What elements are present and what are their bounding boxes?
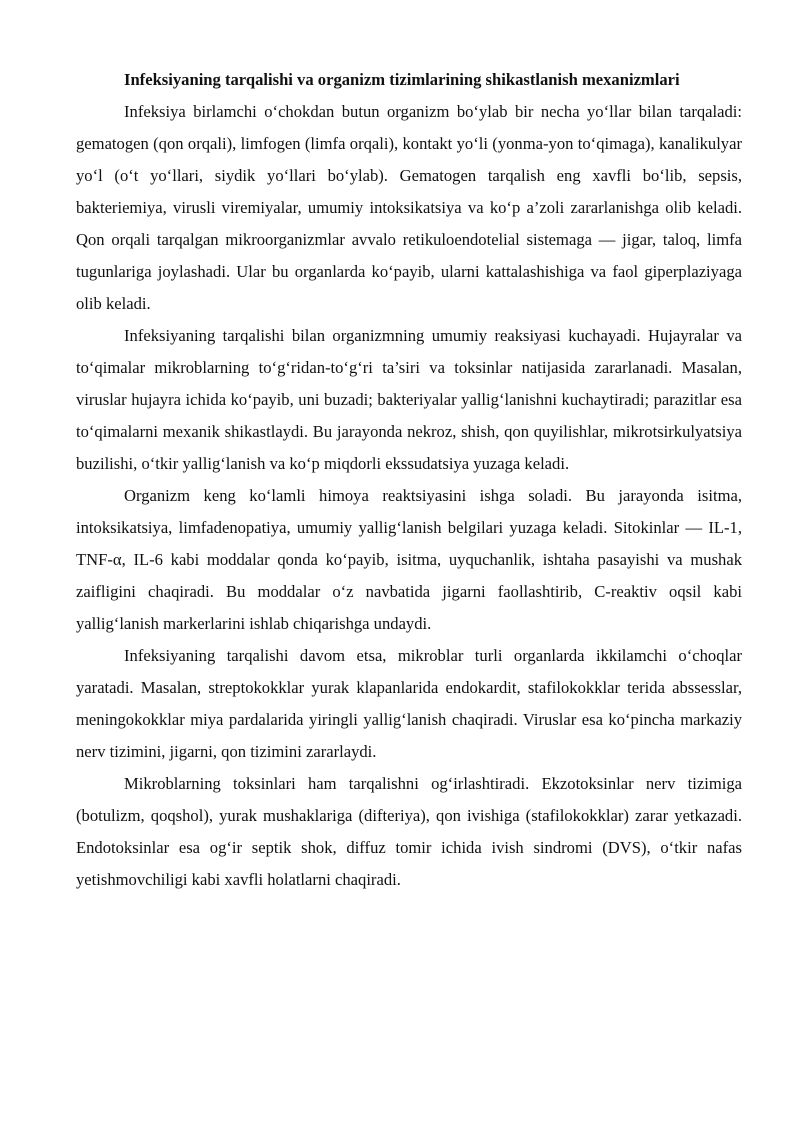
document-title: Infeksiyaning tarqalishi va organizm tizimlarining shikastlanish mexanizmlari: [124, 70, 680, 89]
paragraph-4: Infeksiyaning tarqalishi davom etsa, mikroblar turli organlarda ikkilamchi o‘choqlar yaratadi. Masalan, streptokokklar yurak klapanlarida endokardit, stafilokokklar terida abssesslar, meningokokklar miya pardalarida yiringli yallig‘lanish chaqiradi. Viruslar esa ko‘pincha markaziy nerv tizimini, jigarni, qon tizimini zararlaydi.: [76, 646, 742, 761]
paragraph-5: Mikroblarning toksinlari ham tarqalishni og‘irlashtiradi. Ekzotoksinlar nerv tizimiga (botulizm, qoqshol), yurak mushaklariga (difteriya), qon ivishiga (stafilokokklar) zarar yetkazadi. Endotoksinlar esa og‘ir septik shok, diffuz tomir ichida ivish sindromi (DVS), o‘tkir nafas yetishmovchiligi kabi xavfli holatlarni chaqiradi.: [76, 774, 742, 889]
paragraph-3: Organizm keng ko‘lamli himoya reaktsiyasini ishga soladi. Bu jarayonda isitma, intoksikatsiya, limfadenopatiya, umumiy yallig‘lanish belgilari yuzaga keladi. Sitokinlar — IL-1, TNF-α, IL-6 kabi moddalar qonda ko‘payib, isitma, uyquchanlik, ishtaha pasayishi va mushak zaifligini chaqiradi. Bu moddalar o‘z navbatida jigarni faollashtirib, C-reaktiv oqsil kabi yallig‘lanish markerlarini ishlab chiqarishga undaydi.: [76, 486, 742, 633]
document-page: [76, 64, 742, 896]
paragraph-1: Infeksiya birlamchi o‘chokdan butun organizm bo‘ylab bir necha yo‘llar bilan tarqaladi: gematogen (qon orqali), limfogen (limfa orqali), kontakt yo‘li (yonma-yon to‘qimaga), kanalikulyar yo‘l (o‘t yo‘llari, siydik yo‘llari bo‘ylab). Gematogen tarqalish eng xavfli bo‘lib, sepsis, bakteriemiya, virusli viremiyalar, umumiy intoksikatsiya va ko‘p a’zoli zararlanishga olib keladi. Qon orqali tarqalgan mikroorganizmlar avvalo retikuloendotelial sistemaga — jigar, taloq, limfa tugunlariga joylashadi. Ular bu organlarda ko‘payib, ularni kattalashishiga va faol giperplaziyaga olib keladi.: [76, 102, 742, 313]
paragraph-2: Infeksiyaning tarqalishi bilan organizmning umumiy reaksiyasi kuchayadi. Hujayralar va to‘qimalar mikroblarning to‘g‘ridan-to‘g‘ri ta’siri va toksinlar natijasida zararlanadi. Masalan, viruslar hujayra ichida ko‘payib, uni buzadi; bakteriyalar yallig‘lanishni kuchaytiradi; parazitlar esa to‘qimalarni mexanik shikastlaydi. Bu jarayonda nekroz, shish, qon quyilishlar, mikrotsirkulyatsiya buzilishi, o‘tkir yallig‘lanish va ko‘p miqdorli ekssudatsiya yuzaga keladi.: [76, 326, 742, 473]
